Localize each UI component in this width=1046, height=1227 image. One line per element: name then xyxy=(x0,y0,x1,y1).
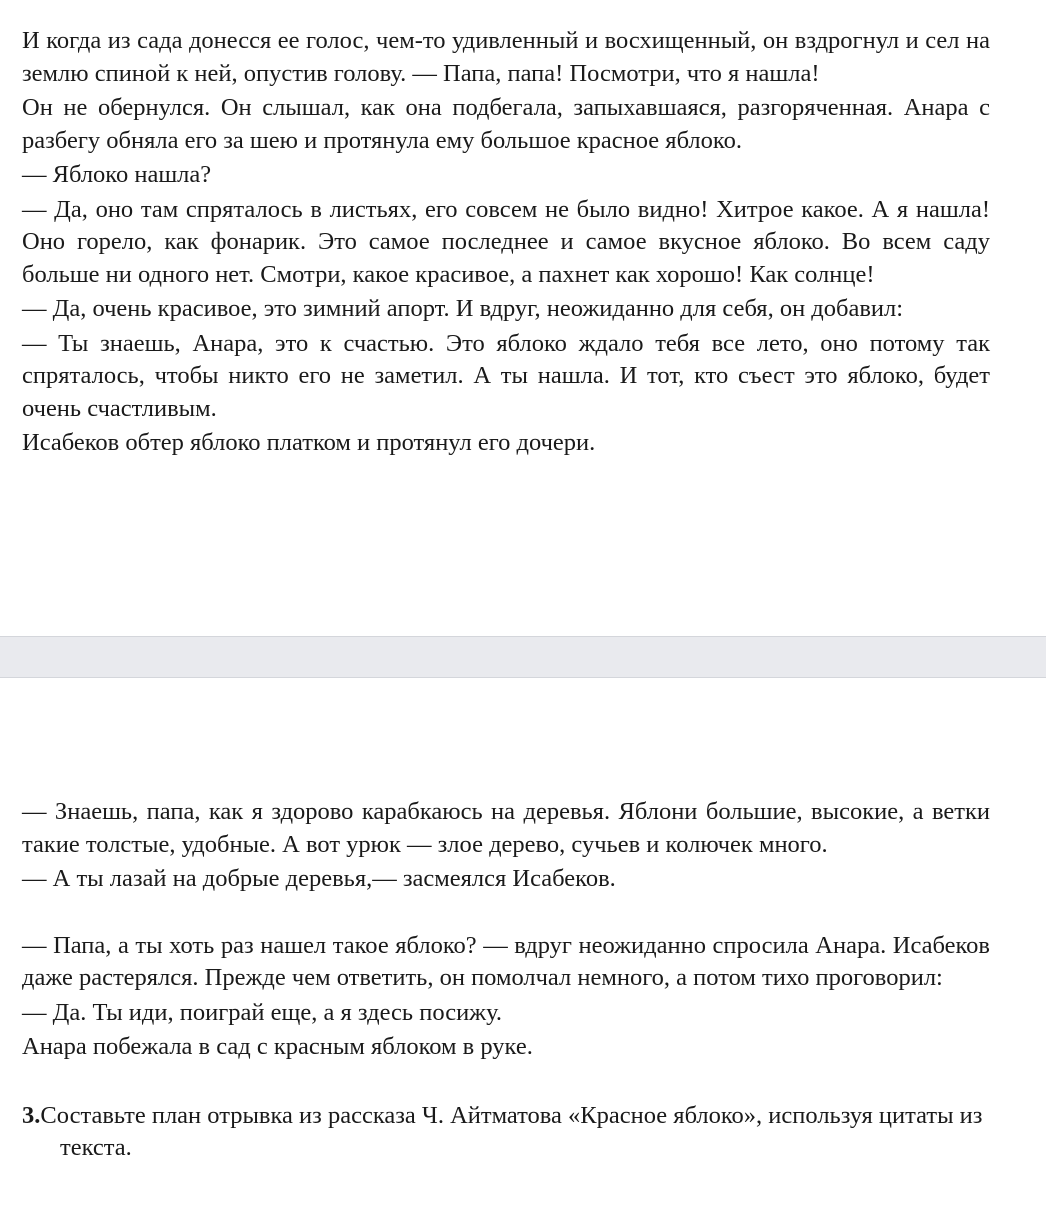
paragraph: Он не обернулся. Он слышал, как она подбегала, запыхавшаяся, разгоряченная. Анара с разбегу обняла его за шею и протянула ему большое красное яблоко. xyxy=(22,94,990,154)
dialogue-line: — Знаешь, папа, как я здорово карабкаюсь на деревья. Яблони большие, высокие, а ветки такие толстые, удобные. А вот урюк — злое дерево, сучьев и колючек много. xyxy=(22,798,990,858)
page-1-text xyxy=(22,25,990,462)
document-page-2 xyxy=(0,678,1046,1227)
task-assignment xyxy=(22,1100,990,1165)
dialogue-line: — Да, оно там спряталось в листьях, его совсем не было видно! Хитрое какое. А я нашла! Оно горело, как фонарик. Это самое последнее и самое вкусное яблоко. Во всем саду больше ни одного нет. Смотри, какое красивое, а пахнет как хорошо! Как солнце! xyxy=(22,195,990,288)
paragraph: Анара побежала в сад с красным яблоком в руке. xyxy=(22,1033,533,1060)
dialogue-line: — Да, очень красивое, это зимний апорт. И вдруг, неожиданно для себя, он добавил: xyxy=(22,295,904,322)
page-separator xyxy=(0,636,1046,678)
paragraph: Исабеков обтер яблоко платком и протянул его дочери. xyxy=(22,429,596,456)
task-text: Составьте план отрывка из рассказа Ч. Айтматова «Красное яблоко», используя цитаты из текста. xyxy=(40,1101,983,1161)
dialogue-line: — Папа, а ты хоть раз нашел такое яблоко? — вдруг неожиданно спросила Анара. Исабеков даже растерялся. Прежде чем ответить, он помолчал немного, а потом тихо проговорил: xyxy=(22,931,990,991)
dialogue-line: — Ты знаешь, Анара, это к счастью. Это яблоко ждало тебя все лето, оно потому так спряталось, чтобы никто его не заметил. А ты нашла. И тот, кто съест это яблоко, будет очень счастливым. xyxy=(22,329,990,422)
dialogue-line: — Да. Ты иди, поиграй еще, а я здесь посижу. xyxy=(22,998,503,1026)
task-number: 3. xyxy=(22,1101,41,1129)
page-2-text xyxy=(22,796,990,1167)
dialogue-line: — А ты лазай на добрые деревья,— засмеялся Исабеков. xyxy=(22,865,616,892)
paragraph: И когда из сада донесся ее голос, чем-то удивленный и восхищенный, он вздрогнул и сел на землю спиной к ней, опустив голову. — Папа, папа! Посмотри, что я нашла! xyxy=(22,27,990,87)
dialogue-line: — Яблоко нашла? xyxy=(22,161,212,188)
